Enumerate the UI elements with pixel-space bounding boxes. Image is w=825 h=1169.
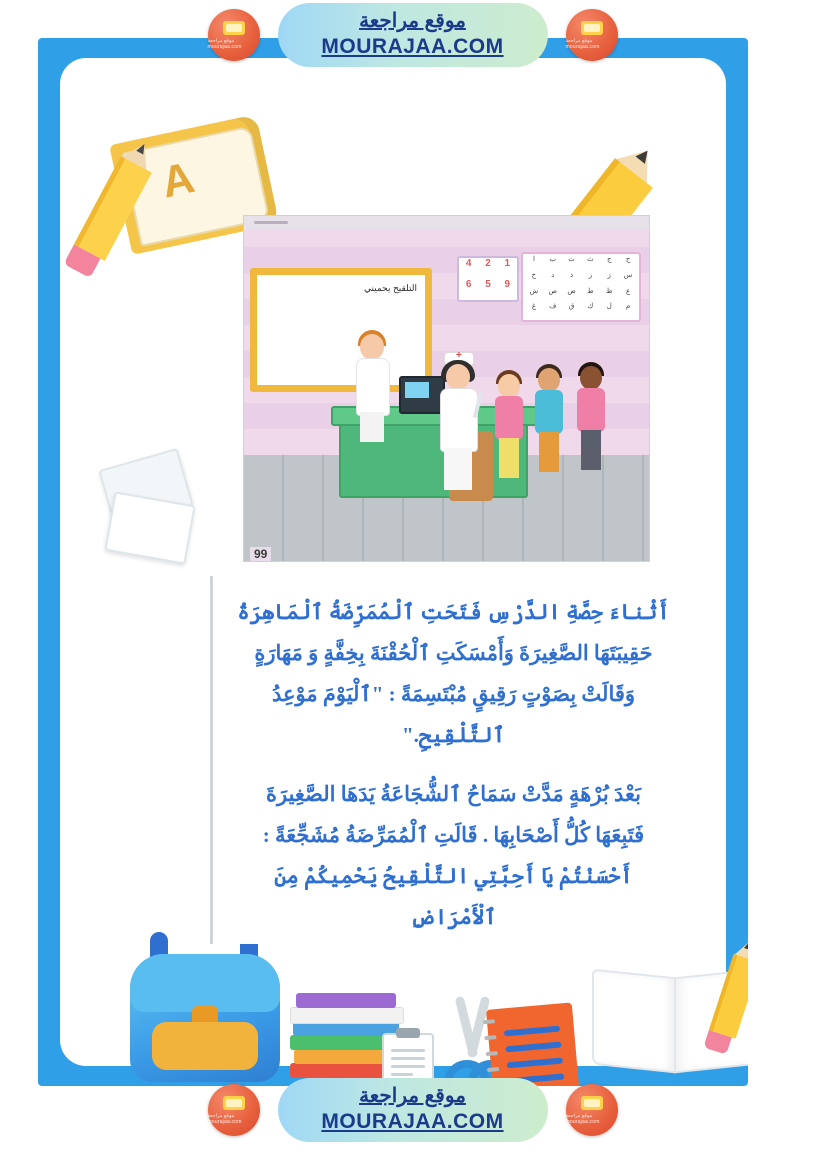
graduation-cap-icon — [581, 1096, 603, 1110]
illustration-topbar — [244, 216, 649, 231]
watermark-banner-top — [0, 0, 825, 70]
alphabet-poster: ا ب ت ث ج ح خ د ذ ر ز س ش ص ض ط ظ ع غ ف ق ك ل م — [521, 252, 641, 322]
paragraph-1 — [235, 592, 672, 756]
whiteboard — [250, 268, 432, 392]
paragraph-1-line-2: حَقِيبَتَهَا الصَّغِيرَةَ وَأَمْسَكَتِ ٱلْحُقْنَةَ بِخِفَّةٍ وَ مَهَارَةٍ — [254, 640, 653, 665]
worksheet-page — [60, 58, 726, 1066]
character-child-1 — [492, 374, 526, 484]
logo-caption: موقع مراجعة mourajaa.com — [565, 37, 600, 50]
logo-caption: موقع مراجعة mourajaa.com — [565, 1112, 600, 1125]
paragraph-2-line-3: أَحْسَنْتُمْ يَا أَحِبَّتِي التَّلْقِيحُ يَحْمِيكُمْ مِنَ ٱلْأَمْرَاضِ — [274, 863, 633, 929]
character-child-2 — [532, 368, 566, 478]
mourajaa-logo-right — [566, 9, 618, 61]
logo-caption: موقع مراجعة mourajaa.com — [207, 1112, 242, 1125]
paragraph-2-line-2: فَتَبِعَهَا كُلُّ أَصْحَابِهَا . قَالَتِ ٱلْمُمَرِّضَةُ مُشَجِّعَةً : — [262, 822, 645, 847]
logo-caption: موقع مراجعة mourajaa.com — [207, 37, 242, 50]
graduation-cap-icon — [581, 21, 603, 35]
character-teacher — [352, 334, 392, 444]
watermark-banner-bottom — [0, 1075, 825, 1145]
watermark-bottom-line1: موقع مراجعة — [359, 1085, 466, 1108]
book-letter-label: A — [157, 153, 199, 208]
watermark-pill-bottom — [278, 1078, 548, 1142]
mourajaa-logo-left — [208, 9, 260, 61]
number-poster: 4 2 1 6 5 9 — [457, 256, 519, 302]
paragraph-1-line-1: أَثْناءَ حِصَّةِ الدَّرْسِ فَتَحَتِ ٱلْمُمَرِّضَةُ ٱلْمَاهِرَةُ — [237, 600, 670, 624]
paragraph-1-line-4: ٱلتَّلْقِيحِ." — [401, 722, 506, 747]
paper-sheets-icon — [105, 458, 195, 578]
paragraph-2-line-1: بَعْدَ بُرْهَةٍ مَدَّتْ سَمَاحُ ٱلشُّجَاعَةُ يَدَهَا الصَّغِيرَةَ — [265, 781, 642, 806]
paragraph-1-line-3: وَقَالَتْ بِصَوْتٍ رَقِيقٍ مُبْتَسِمَةً : "ٱلْيَوْمَ مَوْعِدُ — [271, 681, 636, 706]
whiteboard-text: التلقيح يحميني — [364, 283, 417, 293]
mourajaa-logo-left-bottom — [208, 1084, 260, 1136]
page-number: 99 — [250, 547, 271, 561]
worksheet-frame — [38, 38, 748, 1086]
watermark-top-line1: موقع مراجعة — [359, 10, 466, 33]
reading-text-card — [210, 576, 694, 944]
mourajaa-logo-right-bottom — [566, 1084, 618, 1136]
graduation-cap-icon — [223, 21, 245, 35]
graduation-cap-icon — [223, 1096, 245, 1110]
character-child-3 — [574, 366, 608, 476]
classroom-illustration — [243, 215, 650, 562]
paragraph-2 — [235, 774, 672, 938]
watermark-bottom-line2: MOURAJAA.COM — [321, 1110, 504, 1134]
orange-notebook-icon — [486, 1002, 580, 1086]
character-nurse — [432, 356, 484, 501]
watermark-pill-top — [278, 3, 548, 67]
watermark-top-line2: MOURAJAA.COM — [321, 35, 504, 59]
backpack-icon — [122, 926, 288, 1086]
